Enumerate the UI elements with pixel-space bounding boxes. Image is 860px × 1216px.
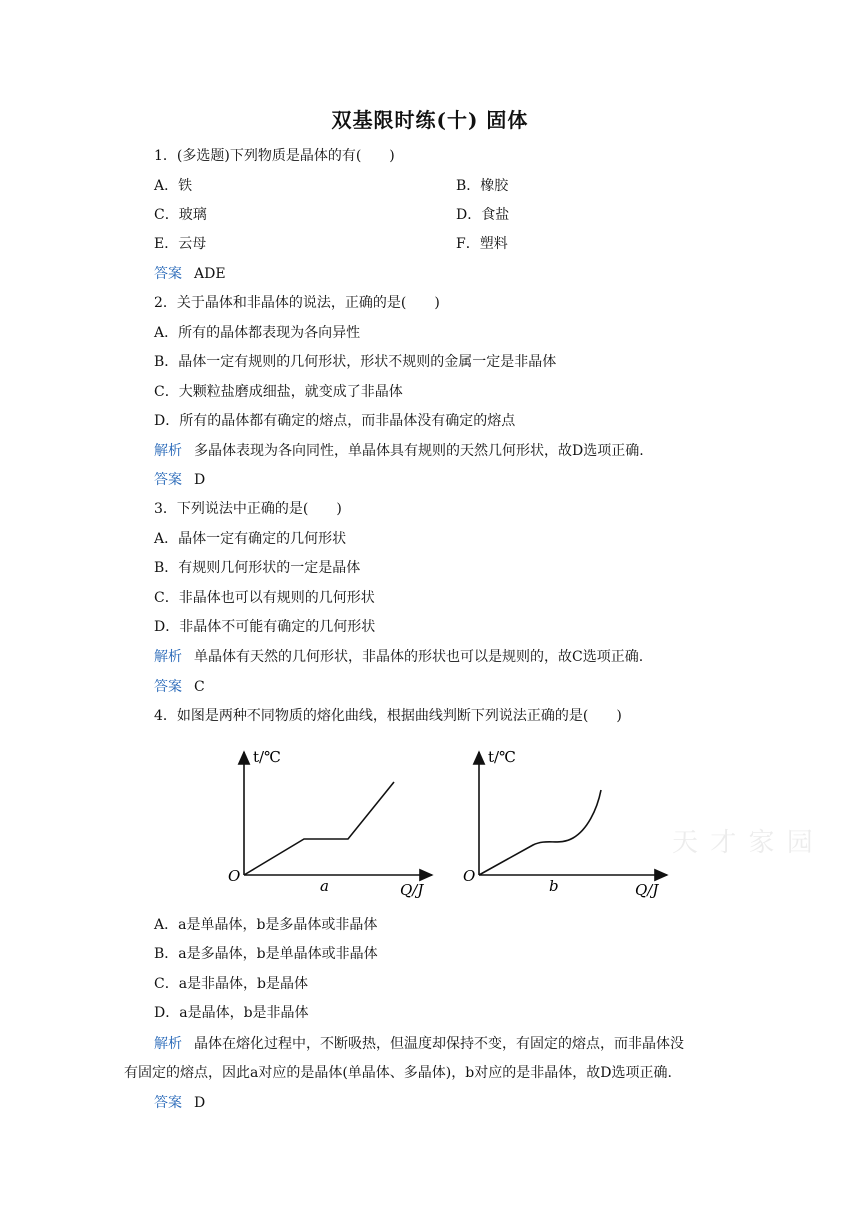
q4-analysis-text-1: 晶体在熔化过程中，不断吸热，但温度却保持不变，有固定的熔点，而非晶体没 bbox=[194, 1036, 684, 1052]
x-axis-label: Q/J bbox=[635, 881, 659, 899]
curve-a bbox=[244, 782, 394, 875]
q4-option-a: A．a是单晶体，b是多晶体或非晶体 bbox=[154, 917, 378, 933]
q1-option-e: E．云母 bbox=[154, 236, 207, 252]
answer-tag: 答案 bbox=[154, 266, 182, 282]
q2-answer bbox=[154, 470, 205, 490]
q3-option-a: A．晶体一定有确定的几何形状 bbox=[154, 531, 347, 547]
y-axis-label: t/℃ bbox=[253, 748, 281, 766]
analysis-tag: 解析 bbox=[154, 649, 182, 665]
origin-label: O bbox=[463, 867, 476, 885]
analysis-tag: 解析 bbox=[154, 1036, 182, 1052]
q3-analysis-text: 单晶体有天然的几何形状，非晶体的形状也可以是规则的，故C选项正确. bbox=[194, 649, 644, 665]
answer-tag: 答案 bbox=[154, 472, 182, 488]
q1-option-f: F．塑料 bbox=[456, 236, 508, 252]
x-axis-label: Q/J bbox=[400, 881, 424, 899]
page-title: 双基限时练(十) 固体 bbox=[331, 108, 529, 132]
q1-answer-value: ADE bbox=[194, 266, 226, 282]
q4-answer-value: D bbox=[194, 1095, 206, 1111]
q3-option-b: B．有规则几何形状的一定是晶体 bbox=[154, 560, 361, 576]
q1-option-b: B．橡胶 bbox=[456, 178, 509, 194]
q2-analysis bbox=[154, 441, 644, 461]
answer-tag: 答案 bbox=[154, 679, 182, 695]
curve-b bbox=[479, 790, 601, 875]
q3-analysis bbox=[154, 647, 643, 667]
q2-answer-value: D bbox=[194, 472, 206, 488]
q3-option-c: C．非晶体也可以有规则的几何形状 bbox=[154, 590, 375, 606]
melting-curve-b bbox=[455, 740, 675, 905]
q3-answer bbox=[154, 677, 205, 697]
q2-stem: 2．关于晶体和非晶体的说法，正确的是( ) bbox=[154, 295, 440, 311]
y-axis-label: t/℃ bbox=[488, 748, 516, 766]
q4-answer bbox=[154, 1093, 205, 1113]
q3-stem: 3．下列说法中正确的是( ) bbox=[154, 501, 342, 517]
q1-option-a: A．铁 bbox=[154, 178, 193, 194]
q3-answer-value: C bbox=[194, 679, 205, 695]
q2-analysis-text: 多晶体表现为各向同性，单晶体具有规则的天然几何形状，故D选项正确. bbox=[194, 443, 644, 459]
answer-tag: 答案 bbox=[154, 1095, 182, 1111]
origin-label: O bbox=[228, 867, 241, 885]
caption-b: b bbox=[549, 877, 559, 895]
q2-option-c: C．大颗粒盐磨成细盐，就变成了非晶体 bbox=[154, 384, 403, 400]
q1-stem: 1．(多选题)下列物质是晶体的有( ) bbox=[154, 148, 395, 164]
q4-option-b: B．a是多晶体，b是单晶体或非晶体 bbox=[154, 946, 378, 962]
analysis-tag: 解析 bbox=[154, 443, 182, 459]
q2-option-d: D．所有的晶体都有确定的熔点，而非晶体没有确定的熔点 bbox=[154, 413, 516, 429]
q2-option-b: B．晶体一定有规则的几何形状，形状不规则的金属一定是非晶体 bbox=[154, 354, 557, 370]
q4-option-d: D．a是晶体，b是非晶体 bbox=[154, 1005, 309, 1021]
watermark: 天 才 家 园 bbox=[672, 828, 815, 858]
q4-option-c: C．a是非晶体，b是晶体 bbox=[154, 976, 309, 992]
caption-a: a bbox=[320, 877, 329, 895]
q1-answer bbox=[154, 264, 226, 284]
melting-curve-a bbox=[220, 740, 440, 905]
q4-stem: 4．如图是两种不同物质的熔化曲线，根据曲线判断下列说法正确的是( ) bbox=[154, 708, 622, 724]
q2-option-a: A．所有的晶体都表现为各向异性 bbox=[154, 325, 361, 341]
q1-option-c: C．玻璃 bbox=[154, 207, 207, 223]
q1-option-d: D．食盐 bbox=[456, 207, 510, 223]
q4-analysis-line2: 有固定的熔点，因此a对应的是晶体(单晶体、多晶体)，b对应的是非晶体，故D选项正确. bbox=[124, 1065, 672, 1081]
q3-option-d: D．非晶体不可能有确定的几何形状 bbox=[154, 619, 376, 635]
q4-analysis-line1 bbox=[154, 1034, 684, 1054]
